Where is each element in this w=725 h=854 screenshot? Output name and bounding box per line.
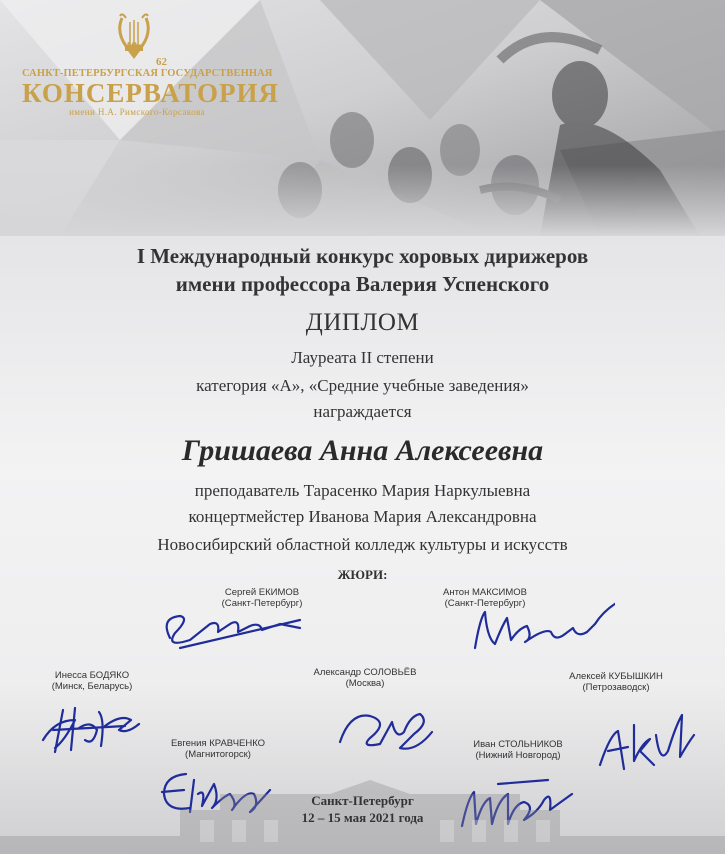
competition-title-line-1: I Международный конкурс хоровых дирижеров (136, 244, 589, 268)
footer-dates: 12 – 15 мая 2021 года (301, 810, 424, 825)
teacher-line: преподаватель Тарасенко Мария Наркулыевна (194, 481, 531, 500)
awarded-line: награждается (313, 402, 412, 421)
laureate-degree: Лауреата II степени (291, 348, 434, 367)
logo-conservatory-word: КОНСЕРВАТОРИЯ (22, 78, 279, 108)
jury-member-name: Иван СТОЛЬНИКОВ (473, 739, 563, 750)
category-line: категория «А», «Средние учебные заведения» (196, 376, 529, 395)
signature-ekimov (150, 598, 310, 658)
signature-maksimov (455, 588, 615, 668)
jury-member-kravchenko (138, 738, 298, 760)
jury-member-stolnikov (438, 739, 598, 761)
jury-member-city: (Санкт-Петербург) (444, 598, 526, 609)
jury-member-name: Александр СОЛОВЬЁВ (313, 667, 417, 678)
jury-heading: ЖЮРИ: (337, 567, 388, 582)
jury-member-name: Алексей КУБЫШКИН (569, 671, 663, 682)
jury-member-city: (Нижний Новгород) (475, 750, 561, 761)
jury-member-kubyshkin (536, 671, 696, 693)
jury-member-city: (Минск, Беларусь) (51, 681, 133, 692)
signature-solovyov (330, 692, 440, 762)
jury-member-city: (Петрозаводск) (582, 682, 650, 693)
jury-member-city: (Москва) (345, 678, 385, 689)
conservatory-logo (22, 12, 279, 117)
diploma-heading: ДИПЛОМ (305, 309, 420, 336)
lyre-icon (114, 12, 154, 60)
jury-member-city: (Санкт-Петербург) (221, 598, 303, 609)
laureate-name: Гришаева Анна Алексеевна (181, 434, 544, 467)
logo-year-part-2: 62 (156, 56, 167, 68)
logo-year-part-1: 18 (126, 40, 137, 52)
competition-title-line-2: имени профессора Валерия Успенского (175, 272, 550, 296)
college-line: Новосибирский областной колледж культуры и искусств (157, 535, 568, 554)
jury-member-city: (Магнитогорск) (185, 749, 251, 760)
signature-kubyshkin (590, 695, 700, 785)
jury-member-bodyako (12, 670, 172, 692)
accompanist-line: концертмейстер Иванова Мария Александровна (188, 507, 537, 526)
jury-member-solovyov (285, 667, 445, 689)
logo-named-after: имени Н.А. Римского-Корсакова (69, 107, 205, 117)
jury-member-name: Инесса БОДЯКО (54, 670, 130, 681)
header-banner (0, 0, 725, 236)
jury-member-name: Антон МАКСИМОВ (442, 587, 527, 598)
footer-city: Санкт-Петербург (311, 793, 414, 808)
signature-bodyako (35, 690, 155, 760)
logo-institution-line: САНКТ-ПЕТЕРБУРГСКАЯ ГОСУДАРСТВЕННАЯ (22, 68, 273, 79)
jury-member-name: Сергей ЕКИМОВ (224, 587, 300, 598)
jury-member-name: Евгения КРАВЧЕНКО (170, 738, 266, 749)
